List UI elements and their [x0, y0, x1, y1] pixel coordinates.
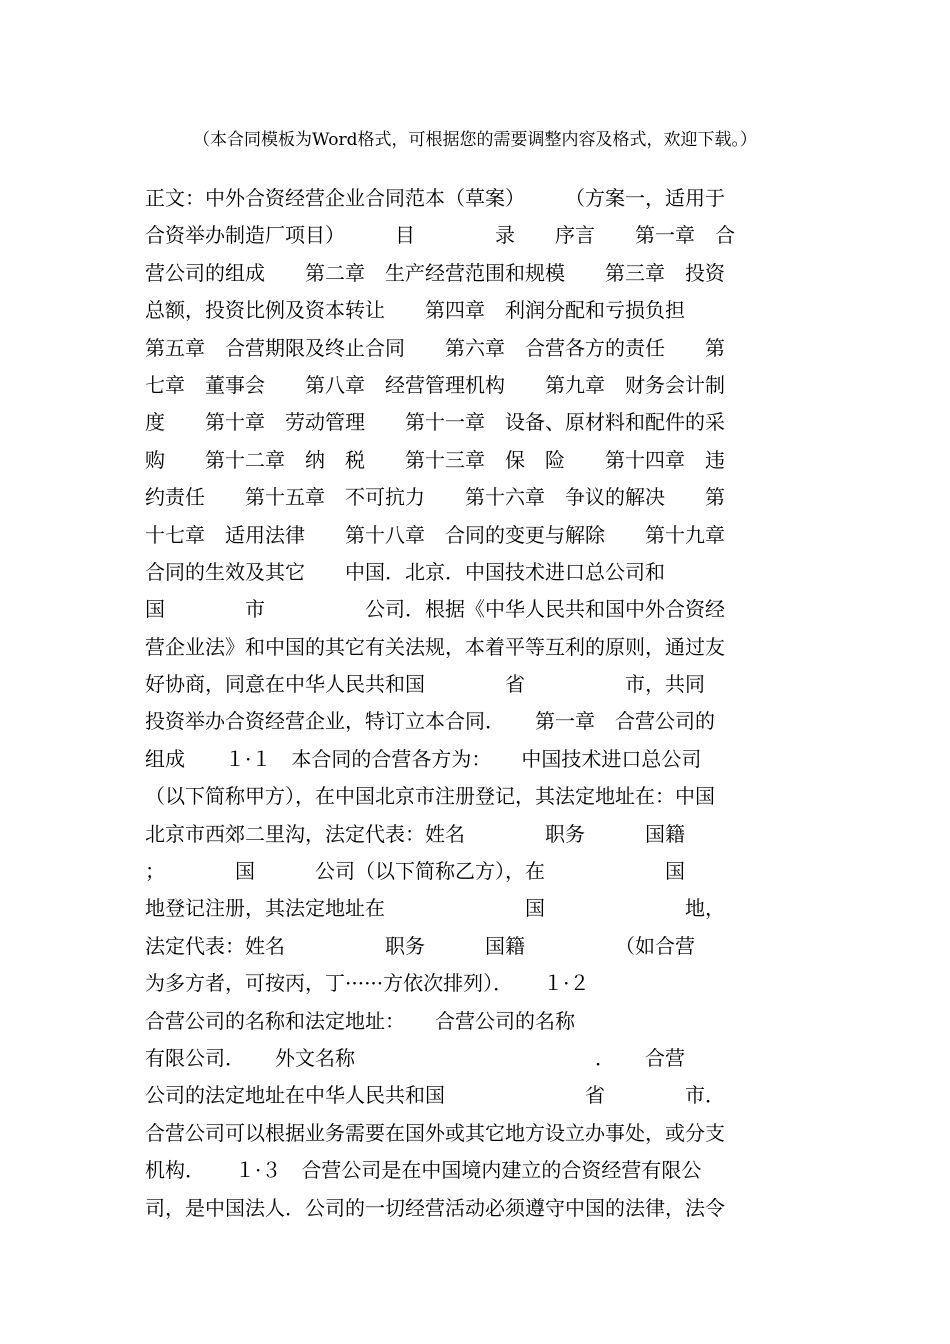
body-line: 为多方者，可按丙，丁······方依次排列）． １·２	[145, 971, 590, 996]
body-line: 度 第十章 劳动管理 第十一章 设备、原材料和配件的采	[145, 410, 725, 435]
body-line: 第五章 合营期限及终止合同 第六章 合营各方的责任 第	[145, 335, 725, 360]
body-line: 合资举办制造厂项目） 目 录 序言 第一章 合	[145, 223, 735, 248]
body-line: 有限公司． 外文名称 ． 合营	[145, 1045, 685, 1070]
body-line: 法定代表：姓名 职务 国籍 （如合营	[145, 933, 695, 958]
body-line: 好协商，同意在中华人民共和国 省 市，共同	[145, 672, 705, 697]
body-line: 组成 １·１ 本合同的合营各方为： 中国技术进口总公司	[145, 746, 702, 771]
body-line: 地登记注册，其法定地址在 国 地，	[145, 896, 725, 921]
body-line: （以下简称甲方），在中国北京市注册登记，其法定地址在：中国	[145, 784, 715, 809]
template-note: （本合同模板为Word格式，可根据您的需要调整内容及格式，欢迎下载。）	[192, 130, 758, 150]
body-line: 十七章 适用法律 第十八章 合同的变更与解除 第十九章	[145, 522, 725, 547]
body-line: 国 市 公司．根据《中华人民共和国中外合资经	[145, 597, 725, 622]
body-line: 约责任 第十五章 不可抗力 第十六章 争议的解决 第	[145, 485, 725, 510]
body-line: 北京市西郊二里沟，法定代表：姓名 职务 国籍	[145, 821, 685, 846]
body-line: ； 国 公司（以下简称乙方），在 国	[145, 859, 685, 884]
contract-body	[145, 180, 805, 1227]
body-line: 合同的生效及其它 中国．北京．中国技术进口总公司和	[145, 559, 665, 584]
body-line: 七章 董事会 第八章 经营管理机构 第九章 财务会计制	[145, 372, 725, 397]
body-line: 正文：中外合资经营企业合同范本（草案） （方案一，适用于	[145, 186, 725, 210]
body-line: 机构． １·３ 合营公司是在中国境内建立的合资经营有限公	[145, 1158, 702, 1183]
body-line: 总额，投资比例及资本转让 第四章 利润分配和亏损负担	[145, 298, 685, 323]
body-line: 公司的法定地址在中华人民共和国 省 市．	[145, 1083, 725, 1108]
body-line: 购 第十二章 纳 税 第十三章 保 险 第十四章 违	[145, 447, 725, 472]
body-line: 合营公司可以根据业务需要在国外或其它地方设立办事处，或分支	[145, 1120, 725, 1145]
body-line: 投资举办合资经营企业，特订立本合同． 第一章 合营公司的	[145, 709, 715, 734]
body-line: 营企业法》和中国的其它有关法规，本着平等互利的原则，通过友	[145, 634, 725, 659]
body-line: 司，是中国法人．公司的一切经营活动必须遵守中国的法律，法令	[145, 1195, 725, 1220]
body-line: 营公司的组成 第二章 生产经营范围和规模 第三章 投资	[145, 260, 725, 285]
body-line: 合营公司的名称和法定地址： 合营公司的名称	[145, 1008, 575, 1033]
